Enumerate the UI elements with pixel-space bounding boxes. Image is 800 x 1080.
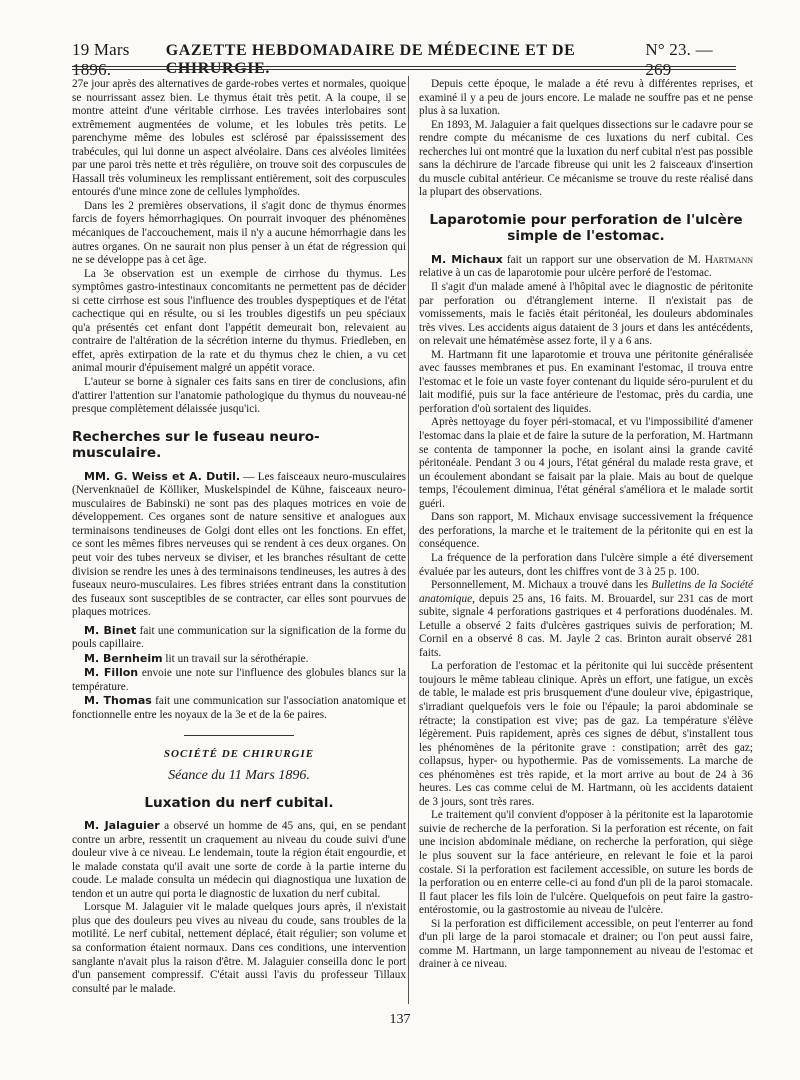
author-names: MM. G. Weiss et A. Dutil.: [84, 469, 241, 483]
section-title-luxation: Luxation du nerf cubital.: [144, 794, 334, 811]
paragraph: La fréquence de la perforation dans l'ulcère simple a été diversement évaluée par les auteurs, dont les chiffres vont de 3 à 25 p. 100.: [419, 551, 753, 578]
paragraph: [72, 470, 406, 620]
header-journal-title: GAZETTE HEBDOMADAIRE DE MÉDECINE ET DE CHIRURGIE.: [165, 42, 576, 77]
paragraph: [72, 694, 406, 722]
page-folio: 137: [389, 1012, 411, 1027]
paragraph-text: fait un rapport sur une observation de M.: [502, 253, 705, 266]
paragraph: 27e jour après des alternatives de garde-robes vertes et normales, quoique se nourrissant assez bien. Le thymus était très petit. A la coupe, il se montre atteint d'une véritable cirrhose. Les travées interlobaires sont extrêmement augmentées de volume, et les lobules très petits. Le parenchyme même des lobules est sclérosé par épaississement des trabécules, qui lui donne un aspect alvéolaire. Dans ces alvéoles limitées par une paroi très nette et très régulière, on trouve soit des corpuscules de Hassall très volumineux les remplissant entièrement, soit des corpuscules entourés d'une mince zone de cellules lymphoïdes.: [72, 78, 406, 199]
paragraph-text: a observé un homme de 45 ans, qui, en se pendant contre un arbre, ressentit un craquement au niveau du coude suivi d'une douleur vive à ce niveau. Le lendemain, toute la région était engourdie, et le malade constata qu'il avait une sorte de corde à la partie interne du coude. Le malade consulta un médecin qui diagnostiqua une luxation de tendon et un autre qui porta le diagnostic de luxation du nerf cubital.: [72, 820, 406, 900]
section-separator: [184, 735, 294, 736]
author-name: M. Jalaguier: [84, 819, 160, 833]
paragraph: Lorsque M. Jalaguier vit le malade quelques jours après, il n'existait plus que des douleurs peu vives au niveau du coude, sans troubles de la motilité. Le nerf cubital, nettement déplacé, était régulier; son volume et sa conformation étaient normaux. Dans ces conditions, une intervention sanglante n'avait plus la raison d'être. M. Jalaguier conseilla donc le port d'un pansement compressif. C'était aussi l'avis du professeur Tillaux consulté par le malade.: [72, 901, 406, 995]
paragraph-text: Personnellement, M. Michaux a trouvé dans les: [431, 579, 652, 592]
column-divider: [408, 76, 409, 1004]
paragraph-text: fait une communication sur l'association anatomique et fonctionnelle entre les noyaux de la 3e et de la 6e paires.: [72, 695, 406, 721]
paragraph: La perforation de l'estomac et la péritonite qui lui succède présentent toujours le même tableau clinique. Après un effort, une fatigue, un excès de table, le malade est pris brusquement d'une douleur vive, épigastrique, s'irradiant quelquefois vers le foie ou l'épaule; la paroi abdominale se rétracte; la constipation est vive; pas de gaz. La température s'élève légèrement. Puis rapidement, après ces signes de début, s'installent tous les phénomènes de la péritonite grave : constipation; arrêt des gaz; collapsus, hyper- ou hypothermie. Pas de vomissements. La marche de ces phénomènes est très rapide, et la mort arrive au bout de 24 à 36 heures. Les cas comme celui de M. Hartmann, où les accidents dataient de 3 jours, sont très rares.: [419, 660, 753, 808]
paragraph: [419, 579, 753, 660]
paragraph: [72, 624, 406, 652]
author-name: M. Fillon: [84, 666, 139, 680]
section-title-laparotomie: Laparotomie pour perforation de l'ulcère simple de l'estomac.: [429, 211, 743, 245]
paragraph-text: lit un travail sur la sérothérapie.: [162, 652, 309, 665]
paragraph: La 3e observation est un exemple de cirrhose du thymus. Les symptômes gastro-intestinaux concomitants ne permettent pas de décider si cette cirrhose est sous l'influence des troubles dyspeptiques et de l'état cachectique qui en résulte, ou si les troubles digestifs un peu spéciaux qu'a présentés cet enfant dont l'appétit demeurait bon, relevaient au contraire de l'altération de la sécrétion interne du thymus. Friedleben, en effet, après extirpation de la rate et du thymus chez le chien, a vu cet animal mourir d'épuisement malgré un appétit vorace.: [72, 267, 406, 375]
header-issue-page: N° 23. — 269: [645, 40, 713, 79]
paragraph: [72, 652, 406, 667]
paragraph: Dans les 2 premières observations, il s'agit donc de thymus énormes farcis de foyers hémorrhagiques. On pourrait invoquer des phénomènes mécaniques de l'accouchement, mais il n'y a aucune hémorrhagie dans les autres organes. On ne saurait non plus penser à un état de régression qui ne se développe pas à cet âge.: [72, 199, 406, 267]
paragraph: Depuis cette époque, le malade a été revu à différentes reprises, et examiné il y a peu de jours encore. Le malade ne souffre pas et ne pense plus à sa luxation.: [419, 78, 753, 118]
paragraph: M. Hartmann fit une laparotomie et trouva une péritonite généralisée avec fausses membranes et pus. En examinant l'estomac, il trouva entre l'estomac et le foie un vaste foyer contenant du liquide séro-purulent et du lait modifié, puis sur la face antérieure de l'estomac, près du cardia, une perforation d'où sortaient des liquides.: [419, 348, 753, 415]
paragraph-text: , depuis 25 ans, 16 faits. M. Brouardel, sur 231 cas de mort subite, signale 4 perforations gastriques et 4 perforations duodénales. M. Letulle a observé 2 faits d'ulcères gastriques suivis de perforation; M. Cornil en a observé 8 cas. M. Jayle 2 cas. Brinton aurait observé 281 faits.: [419, 592, 753, 659]
paragraph: Le traitement qu'il convient d'opposer à la péritonite est la laparotomie suivie de recherche de la perforation. Si la perforation est récente, on fait une incision abdominale médiane, on recherche la perforation, qui siège le plus souvent sur la face antérieure, en relevant le foie et la paroi costale. Si la perforation est facilement accessible, on suture les bords de la perforation ou en enterre celle-ci au fond d'un pli de la paroi stomacale. Il faut placer les fils loin de l'ulcère. Quelquefois on peut faire la gastro-entérostomie, ou la gastrostomie au niveau de l'ulcère.: [419, 809, 753, 917]
paragraph: L'auteur se borne à signaler ces faits sans en tirer de conclusions, afin d'attirer l'attention sur l'anatomie pathologique du thymus du nouveau-né presque complètement délaissée jusqu'ici.: [72, 376, 406, 416]
header-rule-bottom: [72, 69, 736, 70]
paragraph: Après nettoyage du foyer péri-stomacal, et vu l'impossibilité d'amener l'estomac dans la plaie et de faire la suture de la perforation, M. Hartmann se contenta de tamponner la poche, en isolant ainsi la grande cavité péritonéale. Pendant 3 ou 4 jours, l'état général du malade resta grave, et un écoulement abondant se faisait par la plaie. Mais au bout de quelque temps, l'écoulement diminua, l'état général s'améliora et le malade sortit guéri.: [419, 416, 753, 510]
paragraph-text: envoie une note sur l'influence des globules blancs sur la température.: [72, 667, 406, 693]
cited-name: Hartmann: [704, 253, 753, 266]
author-name: M. Bernheim: [84, 651, 163, 665]
right-column: [419, 78, 753, 972]
paragraph: Il s'agit d'un malade amené à l'hôpital avec le diagnostic de péritonite par perforation ou d'étranglement interne. Il n'existait pas de vomissements, mais le faciès était péritonéal, les douleurs abdominales très vives. Les accidents aigus dataient de 3 jours et dans les antécédents, on relevait une hématémèse assez forte, il y a 6 ans.: [419, 281, 753, 348]
paragraph: [419, 253, 753, 281]
header-rule-top: [72, 66, 736, 67]
paragraph: [72, 666, 406, 694]
paragraph-text: fait une communication sur la signification de la forme du pouls capillaire.: [72, 624, 406, 651]
running-header: [72, 40, 736, 79]
cited-publication: Bulletins de la Société anatomique: [419, 579, 753, 605]
section-title-fuseau: Recherches sur le fuseau neuro-musculaire.: [72, 428, 320, 462]
paragraph: [72, 819, 406, 901]
paragraph: En 1893, M. Jalaguier a fait quelques dissections sur le cadavre pour se rendre compte du mécanisme de ces luxations du nerf cubital. Ces recherches lui ont montré que la luxation du nerf cubital n'est pas possible sans la déchirure de l'arcade fibreuse qui unit les 2 faisceaux d'insertion du muscle cubital antérieur. Ce mécanisme se trouve du reste réalisé dans la plupart des observations.: [419, 118, 753, 199]
paragraph-text: — Les faisceaux neuro-musculaires (Nervenknaüel de Kölliker, Muskelspindel de Kühne, faisceaux neuro-musculaires de Babinski) ne sont pas des plaques motrices en voie de développement. Ces organes sont de nature sensitive et analogues aux terminaisons tendineuses de Golgi dont elles ont les fonctions. En effet, ce sont les mêmes fibres nerveuses qui se rendent à ces deux organes. On peut voir des tubes nerveux se diviser, et les branches résultant de cette division se rendre les unes à des terminaisons tendineuses, les autres à des fuseaux neuro-musculaires. Les fibres striées entrant dans la constitution des fuseaux sont susceptibles de se contracter, car elles sont pourvues de plaques motrices.: [72, 470, 406, 619]
author-name: M. Michaux: [431, 252, 503, 266]
author-name: M. Thomas: [84, 694, 152, 708]
author-name: M. Binet: [84, 623, 137, 637]
session-date: Séance du 11 Mars 1896.: [168, 768, 310, 784]
paragraph-text: relative à un cas de laparotomie pour ulcère perforé de l'estomac.: [419, 267, 712, 280]
header-date: 19 Mars 1896.: [72, 40, 130, 79]
paragraph: Dans son rapport, M. Michaux envisage successivement la fréquence des perforations, la marche et le traitement de la péritonite qui en est la conséquence.: [419, 511, 753, 551]
left-column: [72, 78, 406, 996]
paragraph: Si la perforation est difficilement accessible, on peut l'enterrer au fond d'un pli large de la paroi stomacale et drainer; ou l'on peut aussi faire, comme M. Hartmann, un large tamponnement au niveau de l'estomac et drainer à ce niveau.: [419, 917, 753, 971]
society-heading: SOCIÉTÉ DE CHIRURGIE: [163, 747, 315, 760]
